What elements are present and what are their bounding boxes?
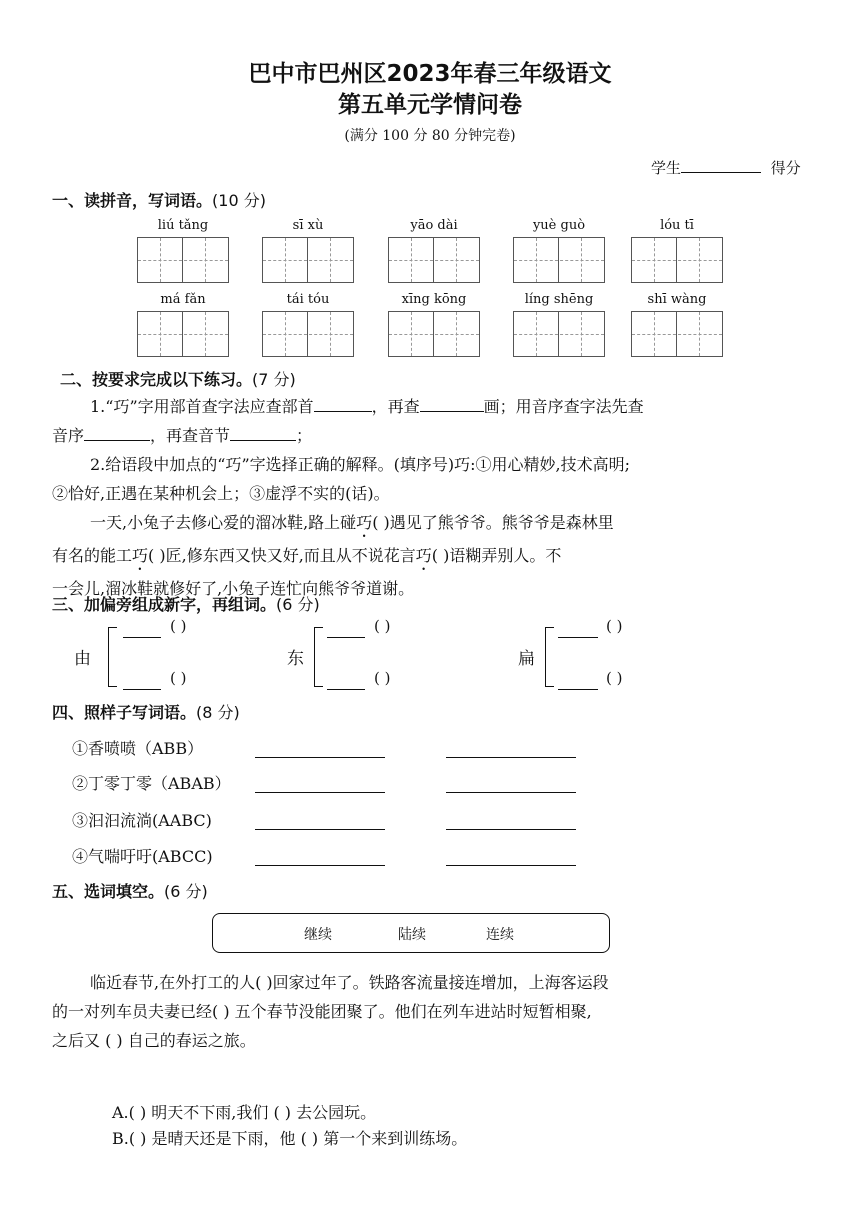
section2-title: 二、按要求完成以下练习。 — [60, 370, 253, 389]
answer-line[interactable] — [446, 828, 576, 830]
section4-points: (8 分) — [196, 703, 240, 722]
new-char-blank[interactable] — [558, 636, 598, 638]
section3-points: (6 分) — [276, 595, 320, 614]
brace-icon — [314, 627, 323, 687]
pattern-item-2: ②丁零丁零（ABAB） — [72, 774, 231, 793]
writing-grid[interactable] — [513, 311, 605, 357]
pinyin-2: sī xù — [292, 218, 324, 233]
section3-title: 三、加偏旁组成新字，再组词。 — [52, 595, 277, 614]
fill-paragraph — [52, 968, 808, 1055]
q1-text-f: ； — [296, 426, 313, 445]
pinyin-7: tái tóu — [286, 292, 330, 307]
initial-blank[interactable] — [84, 426, 150, 441]
pinyin-10: shī wàng — [647, 292, 707, 307]
pinyin-3: yāo dài — [410, 218, 458, 233]
answer-line[interactable] — [255, 864, 385, 866]
pinyin-6: má fǎn — [160, 292, 206, 307]
student-score-row — [651, 157, 801, 178]
writing-grid[interactable] — [137, 311, 229, 357]
section2-points: (7 分) — [252, 370, 296, 389]
answer-line[interactable] — [446, 864, 576, 866]
word-option-2: 陆续 — [398, 927, 426, 943]
q1-text-c: 画；用音序查字法先查 — [483, 397, 644, 416]
word-paren: ( ) — [606, 669, 623, 687]
pattern-item-1: ①香喷喷（ABB） — [72, 739, 204, 758]
writing-grid[interactable] — [262, 237, 354, 283]
student-name-blank[interactable] — [681, 158, 761, 173]
dotted-char: 巧 — [132, 546, 149, 565]
answer-line[interactable] — [255, 756, 385, 758]
radical-blank[interactable] — [314, 397, 372, 412]
writing-grid[interactable] — [631, 237, 723, 283]
writing-grid[interactable] — [262, 311, 354, 357]
passage-text-c: 有名的能工 — [52, 546, 133, 565]
passage-line2 — [52, 541, 808, 574]
student-label: 学生 — [651, 159, 682, 177]
fill-para-line2: 的一对列车员夫妻已经( ) 五个春节没能团聚了。他们在列车进站时短暂相聚, — [52, 1002, 592, 1021]
writing-grid[interactable] — [388, 311, 480, 357]
writing-grid[interactable] — [388, 237, 480, 283]
pinyin-9: líng shēng — [524, 292, 594, 307]
passage-text-e: ( )语糊弄别人。不 — [431, 546, 562, 565]
new-char-blank[interactable] — [327, 636, 365, 638]
page-subtitle: (满分 100 分 80 分钟完卷) — [344, 128, 516, 144]
page-title-line2: 第五单元学情问卷 — [338, 92, 522, 118]
sentence-b: B.( ) 是晴天还是下雨，他 ( ) 第一个来到训练场。 — [112, 1129, 468, 1148]
passage-text-b: ( )遇见了熊爷爷。熊爷爷是森林里 — [372, 513, 614, 532]
writing-grid[interactable] — [137, 237, 229, 283]
pinyin-1: liú tǎng — [157, 218, 209, 233]
q1-text-b: ，再查 — [371, 397, 420, 416]
base-char-3: 扁 — [518, 649, 535, 669]
passage-line1 — [52, 508, 808, 541]
passage-line3: 一会儿,溜冰鞋就修好了,小兔子连忙向熊爷爷道谢。 — [52, 579, 415, 598]
base-char-2: 东 — [287, 649, 304, 669]
fill-para-line3: 之后又 ( ) 自己的春运之旅。 — [52, 1031, 256, 1050]
answer-line[interactable] — [446, 791, 576, 793]
pinyin-8: xīng kōng — [401, 292, 467, 307]
dotted-char: 巧 — [356, 513, 373, 532]
answer-line[interactable] — [255, 828, 385, 830]
section5-title: 五、选词填空。 — [52, 882, 165, 901]
pinyin-5: lóu tī — [660, 218, 694, 233]
word-option-1: 继续 — [304, 927, 332, 943]
fill-para-line1: 临近春节,在外打工的人( )回家过年了。铁路客流量接连增加，上海客运段 — [90, 973, 609, 992]
sentence-a: A.( ) 明天不下雨,我们 ( ) 去公园玩。 — [112, 1103, 377, 1122]
new-char-blank[interactable] — [123, 688, 161, 690]
section1-heading — [52, 188, 266, 211]
word-paren: ( ) — [606, 617, 623, 635]
passage-text-a: 一天,小兔子去修心爱的溜冰鞋,路上碰 — [90, 513, 357, 532]
word-paren: ( ) — [170, 617, 187, 635]
writing-grid[interactable] — [513, 237, 605, 283]
q1-text-d: 音序 — [52, 426, 85, 445]
q2-line1: 2.给语段中加点的“巧”字选择正确的解释。(填序号)巧:①用心精妙,技术高明; — [90, 455, 630, 474]
base-char-1: 由 — [74, 649, 91, 669]
section5-heading — [52, 879, 208, 902]
new-char-blank[interactable] — [558, 688, 598, 690]
q1-text-e: ，再查音节 — [150, 426, 231, 445]
page-title-line1: 巴中市巴州区2023年春三年级语文 — [248, 61, 612, 87]
section1-title: 一、读拼音，写词语。 — [52, 191, 213, 210]
section4-heading — [52, 700, 240, 723]
brace-icon — [545, 627, 554, 687]
section1-points: (10 分) — [212, 191, 266, 210]
q2-line2: ②恰好,正遇在某种机会上；③虚浮不实的(话)。 — [52, 484, 390, 503]
dotted-char: 巧 — [415, 546, 432, 565]
word-paren: ( ) — [374, 617, 391, 635]
new-char-blank[interactable] — [123, 636, 161, 638]
pinyin-4: yuè guò — [532, 218, 586, 233]
passage-text-d: ( )匠,修东西又快又好,而且从不说花言 — [148, 546, 416, 565]
word-paren: ( ) — [170, 669, 187, 687]
word-option-3: 连续 — [486, 927, 514, 943]
score-label: 得分 — [770, 159, 801, 177]
section4-title: 四、照样子写词语。 — [52, 703, 197, 722]
pattern-item-4: ④气喘吁吁(ABCC) — [72, 847, 213, 866]
pattern-item-3: ③汩汩流淌(AABC) — [72, 811, 212, 830]
strokes-blank[interactable] — [420, 397, 484, 412]
section3-heading — [52, 592, 320, 615]
brace-icon — [108, 627, 117, 687]
new-char-blank[interactable] — [327, 688, 365, 690]
section5-points: (6 分) — [164, 882, 208, 901]
writing-grid[interactable] — [631, 311, 723, 357]
q1-text-a: 1.“巧”字用部首查字法应查部首 — [90, 397, 314, 416]
word-paren: ( ) — [374, 669, 391, 687]
section2-heading — [60, 367, 296, 390]
answer-line[interactable] — [255, 791, 385, 793]
answer-line[interactable] — [446, 756, 576, 758]
q1-block — [52, 392, 808, 603]
syllable-blank[interactable] — [230, 426, 296, 441]
